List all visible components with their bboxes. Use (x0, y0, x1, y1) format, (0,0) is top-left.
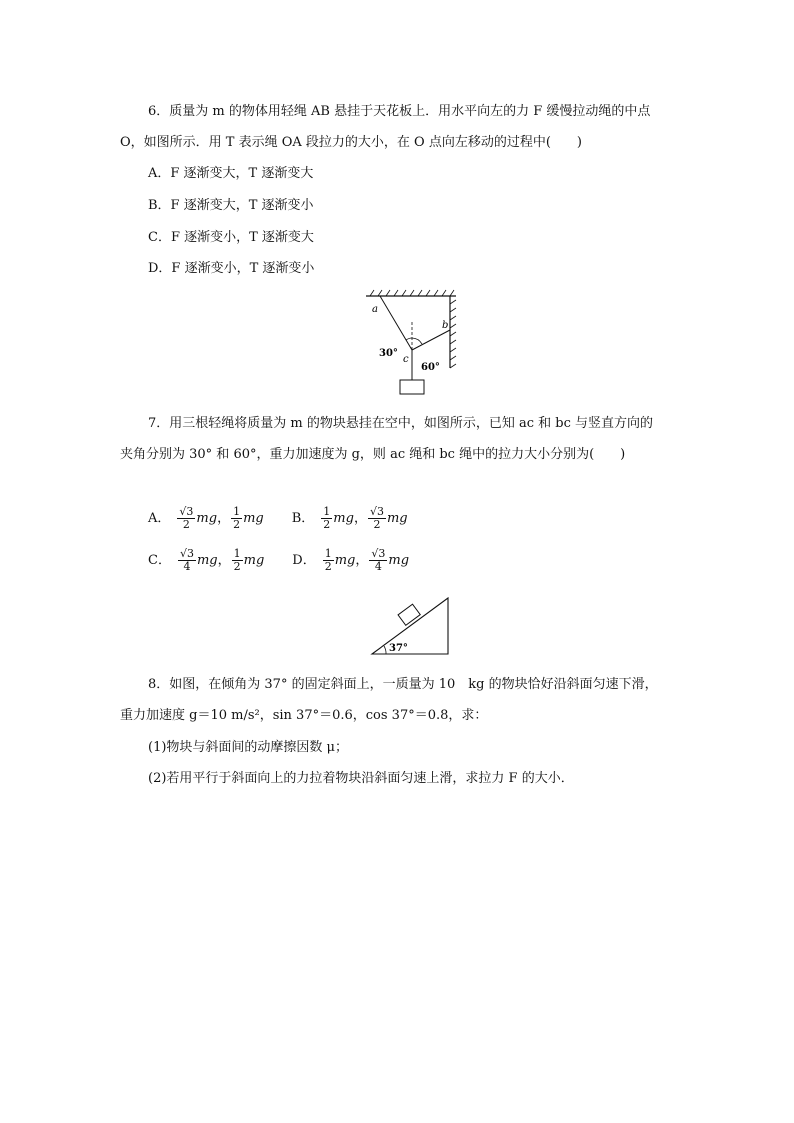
fraction-1-over-2: $\frac{1}{2}$ (233, 505, 241, 531)
q7-option-b-label: B． (291, 510, 315, 526)
ceiling-hatching (370, 290, 454, 296)
rope-ac (380, 296, 412, 350)
q7-option-d-label: D． (292, 552, 316, 568)
q6-option-d: D．F 逐渐变小，T 逐渐变小 (148, 261, 315, 276)
q7-option-c-label: C． (148, 552, 171, 568)
block (400, 380, 424, 394)
q8-line-2: 重力加速度 g＝10 m/s²，sin 37°＝0.6，cos 37°＝0.8，求： (120, 708, 488, 723)
angle-label-37: 37° (389, 643, 408, 654)
q6-line-1: 6．质量为 m 的物体用轻绳 AB 悬挂于天花板上．用水平向左的力 F 缓慢拉动绳的中点 (148, 104, 651, 119)
incline-figure (368, 592, 452, 658)
q8-part-1: (1)物块与斜面间的动摩擦因数 μ； (148, 740, 348, 755)
q6-option-a: A．F 逐渐变大，T 逐渐变大 (148, 166, 314, 181)
fraction-sqrt3-over-2: $\frac{√3}{2}$ (369, 505, 384, 531)
label-c: c (403, 354, 409, 365)
fraction-sqrt3-over-2: $\frac{√3}{2}$ (179, 505, 194, 531)
wall-hatching (450, 300, 456, 368)
q6-option-c: C．F 逐渐变小，T 逐渐变大 (148, 230, 314, 245)
label-a: a (372, 304, 378, 315)
label-b: b (442, 320, 449, 331)
fraction-sqrt3-over-4: $\frac{√3}{4}$ (179, 547, 194, 573)
hanging-block-figure (360, 288, 470, 398)
q7-line-1: 7．用三根轻绳将质量为 m 的物块悬挂在空中，如图所示，已知 ac 和 bc 与竖直方向的 (148, 416, 654, 431)
fraction-1-over-2: $\frac{1}{2}$ (324, 547, 332, 573)
q7-options-row-2: C． $\frac{√3}{4}$ mg ， $\frac{1}{2}$ mg D． $\frac{1}{2}$ mg ， $\frac{√3}{4}$ mg (148, 547, 410, 573)
angle-arc-30 (406, 338, 412, 340)
q8-part-2: (2)若用平行于斜面向上的力拉着物块沿斜面匀速上滑，求拉力 F 的大小． (148, 771, 574, 786)
q7-option-a-label: A． (148, 510, 171, 526)
fraction-1-over-2: $\frac{1}{2}$ (233, 547, 241, 573)
q7-options-row-1: A． $\frac{√3}{2}$ mg ， $\frac{1}{2}$ mg B． $\frac{1}{2}$ mg ， $\frac{√3}{2}$ mg (148, 505, 408, 531)
fraction-1-over-2: $\frac{1}{2}$ (323, 505, 331, 531)
angle-arc-60 (412, 338, 422, 344)
q6-line-2: O，如图所示．用 T 表示绳 OA 段拉力的大小，在 O 点向左移动的过程中( ) (120, 135, 582, 150)
q8-line-1: 8．如图，在倾角为 37° 的固定斜面上，一质量为 10 kg 的物块恰好沿斜面匀速下滑， (148, 677, 658, 692)
q7-line-2: 夹角分别为 30° 和 60°，重力加速度为 g，则 ac 绳和 bc 绳中的拉力大小分别为( ) (120, 447, 626, 462)
q6-option-b: B．F 逐渐变大，T 逐渐变小 (148, 198, 314, 213)
angle-label-30: 30° (379, 348, 398, 359)
angle-label-60: 60° (421, 362, 440, 373)
fraction-sqrt3-over-4: $\frac{√3}{4}$ (371, 547, 386, 573)
